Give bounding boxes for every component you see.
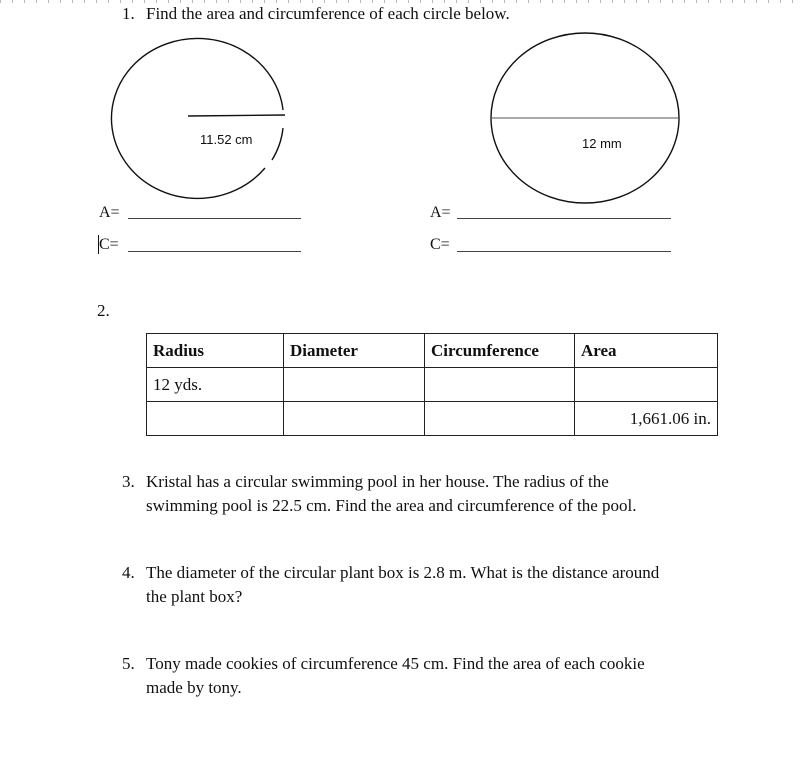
q3-line2: swimming pool is 22.5 cm. Find the area and circumference of the pool. [146, 496, 637, 515]
q5-line1: Tony made cookies of circumference 45 cm. Find the area of each cookie [146, 654, 645, 673]
circle2-circumference-answer-line[interactable] [457, 251, 671, 252]
header-area: Area [575, 334, 718, 368]
q5-number: 5. [122, 654, 135, 673]
table-cell[interactable] [425, 368, 575, 402]
text-cursor [98, 235, 99, 254]
header-diameter: Diameter [284, 334, 425, 368]
circle1-area-answer-line[interactable] [128, 218, 301, 219]
q3-line1: Kristal has a circular swimming pool in her house. The radius of the [146, 472, 609, 491]
header-radius: Radius [147, 334, 284, 368]
radius-line [188, 115, 285, 116]
q1-number: 1. [122, 4, 135, 23]
table-row [147, 402, 718, 436]
circle1-circumference-label: C= [99, 236, 119, 253]
circle1-circumference-answer-line[interactable] [128, 251, 301, 252]
table-cell[interactable] [575, 368, 718, 402]
header-circumference: Circumference [425, 334, 575, 368]
table-cell[interactable] [284, 368, 425, 402]
circle2-circumference-label: C= [430, 236, 450, 253]
circle2-area-label: A= [430, 204, 451, 221]
q4-number: 4. [122, 563, 135, 582]
table-cell[interactable]: 12 yds. [147, 368, 284, 402]
table-cell[interactable] [147, 402, 284, 436]
q1-prompt: Find the area and circumference of each circle below. [146, 4, 510, 23]
circle1-radius-label: 11.52 cm [200, 132, 253, 147]
q2-number: 2. [97, 301, 110, 320]
q4-line2: the plant box? [146, 587, 243, 606]
q3-number: 3. [122, 472, 135, 491]
circle2-area-answer-line[interactable] [457, 218, 671, 219]
circle2-diameter-label: 12 mm [582, 136, 622, 151]
q4-line1: The diameter of the circular plant box is 2.8 m. What is the distance around [146, 563, 660, 582]
q5-line2: made by tony. [146, 678, 242, 697]
circle1-area-label: A= [99, 204, 120, 221]
table-cell[interactable]: 1,661.06 in. [575, 402, 718, 436]
table-cell[interactable] [284, 402, 425, 436]
circle-radius-figure [111, 38, 285, 198]
q1-circles-figure [0, 0, 800, 210]
table-row [147, 368, 718, 402]
circle-diameter-figure [491, 33, 679, 203]
table-header-row [147, 334, 718, 368]
table-cell[interactable] [425, 402, 575, 436]
q2-table [146, 333, 718, 436]
